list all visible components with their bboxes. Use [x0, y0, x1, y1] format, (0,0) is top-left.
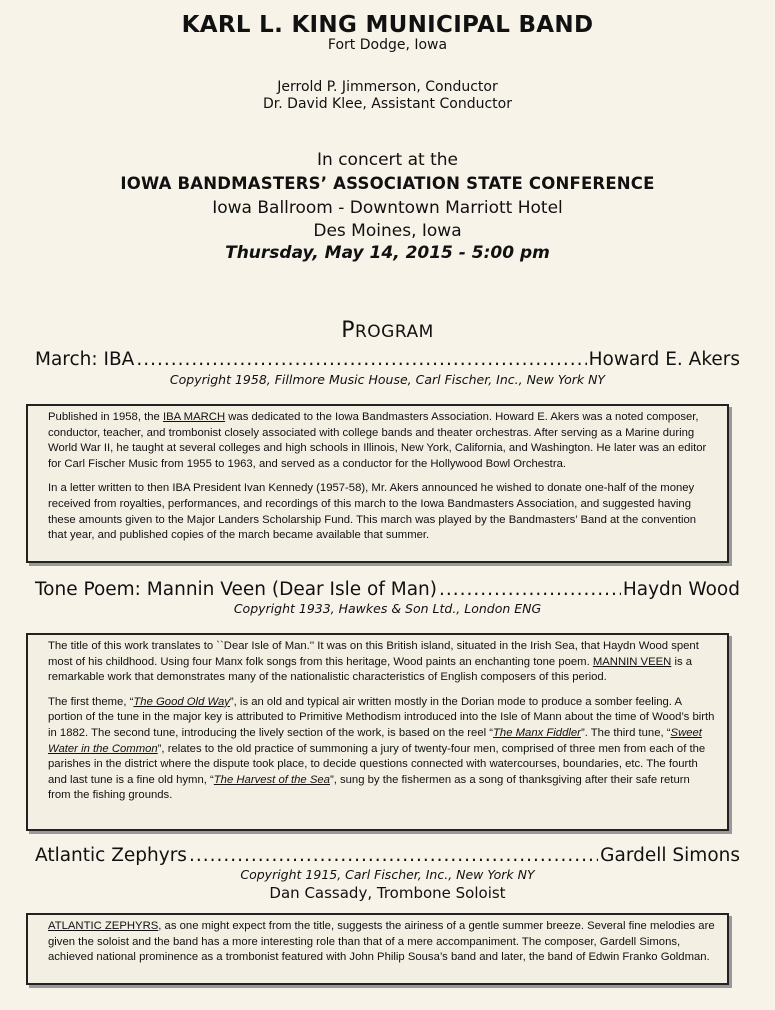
- piece-title: March: IBA: [35, 349, 135, 370]
- conference-title: IOWA BANDMASTERS’ ASSOCIATION STATE CONFERENCE: [120, 174, 655, 193]
- piece-composer: Gardell Simons: [600, 845, 740, 866]
- notes-text: The first theme, “: [48, 695, 134, 708]
- band-location: Fort Dodge, Iowa: [327, 37, 448, 53]
- notes-text: , as one might expect from the title, suggests the airiness of a gentle summer breeze. Several fine melodies are given the soloist and the band has a more interesting role than that of a mere accompaniment. The composer, Gardell Simons, achieved national prominence as a trombonist featured with John Philip Sousa’s band and later, the band of Edwin Franko Goldman.: [48, 920, 715, 964]
- program-entry-iba: [35, 349, 740, 370]
- notes-text: ”, relates to the old practice of summoning a jury of twenty-four men, comprised of three men from each of the parishes in the district where the dispute took place, to decide questions connected with watercourses, boundaries, etc. The fourth and last tune is a fine old hymn, “: [48, 742, 706, 786]
- notes-text: ”, sung by the fishermen as a song of thanksgiving after their safe return from the fishing grounds.: [48, 773, 690, 802]
- notes-text: ”, is an old and typical air written mostly in the Dorian mode to produce a somber feeling. A portion of the tune in the major key is attributed to Primitive Methodism introduced into the Isle of Mann about the time of Wood’s birth in 1882. The second tune, introducing the lively section of the work, is based on the reel “: [48, 695, 715, 739]
- piece-title: Atlantic Zephyrs: [35, 845, 187, 866]
- venue: Iowa Ballroom - Downtown Marriott Hotel: [212, 198, 563, 218]
- tune-title: The Good Old Way: [133, 695, 230, 708]
- concert-intro: In concert at the: [317, 150, 458, 170]
- notes-paragraph: In a letter written to then IBA President Ivan Kennedy (1957-58), Mr. Akers announced he wished to donate one-half of the money received from royalties, performances, and recordings of this march to the Iowa Bandmasters Association, and suggested having these amounts given to the Major Landers Scholarship Fund. This march was played by the Bandmasters’ Band at the convention that year, and published copies of the march became available that summer.: [48, 482, 697, 542]
- program-heading-rest: ROGRAM: [354, 322, 434, 342]
- program-heading-cap: P: [341, 318, 355, 343]
- program-notes-iba: [26, 404, 729, 563]
- notes-text: Published in 1958, the: [48, 411, 163, 423]
- tune-title: The Manx Fiddler: [493, 726, 581, 739]
- program-heading: [0, 318, 775, 343]
- conductor-line: Jerrold P. Jimmerson, Conductor: [277, 79, 498, 95]
- dot-leader: [189, 845, 598, 866]
- notes-piece-title: MANNIN VEEN: [592, 655, 672, 668]
- dot-leader: [136, 349, 586, 370]
- program-entry-mannin-veen: [35, 579, 740, 600]
- assistant-conductor-line: Dr. David Klee, Assistant Conductor: [263, 96, 512, 112]
- piece-composer: Haydn Wood: [622, 579, 740, 600]
- city: Des Moines, Iowa: [313, 221, 462, 241]
- soloist-line: Dan Cassady, Trombone Soloist: [269, 884, 506, 902]
- notes-paragraph: [48, 919, 715, 966]
- program-notes-atlantic-zephyrs: [26, 913, 729, 985]
- notes-piece-title: ATLANTIC ZEPHYRS: [48, 920, 159, 932]
- dot-leader: [439, 579, 621, 600]
- piece-copyright: Copyright 1915, Carl Fischer, Inc., New York NY: [240, 867, 535, 882]
- notes-paragraph: [48, 410, 715, 472]
- concert-date-time: Thursday, May 14, 2015 - 5:00 pm: [225, 243, 550, 263]
- piece-copyright: Copyright 1933, Hawkes & Son Ltd., London ENG: [233, 601, 542, 616]
- notes-paragraph: [48, 639, 715, 686]
- piece-title: Tone Poem: Mannin Veen (Dear Isle of Man): [35, 579, 437, 600]
- piece-copyright: Copyright 1958, Fillmore Music House, Carl Fischer, Inc., New York NY: [169, 372, 606, 387]
- notes-piece-title: IBA MARCH: [162, 411, 226, 423]
- notes-text: was dedicated to the Iowa Bandmasters Association. Howard E. Akers was a noted composer, conductor, teacher, and trombonist closely associated with college bands and theater orchestras. After serving as a Marine during World War II, he taught at several colleges and high schools in Illinois, New York, California, and Washington. He later was an editor for Carl Fischer Music from 1955 to 1963, and served as a conductor for the Hollywood Bowl Orchestra.: [48, 411, 707, 470]
- notes-text: The title of this work translates to ``Dear Isle of Man.'' It was on this British island, situated in the Irish Sea, that Haydn Wood spent most of his childhood. Using four Manx folk songs from this heritage, Wood paints an enchanting tone poem.: [48, 640, 699, 668]
- program-notes-mannin-veen: [26, 633, 729, 831]
- notes-paragraph: [48, 695, 715, 804]
- program-entry-atlantic-zephyrs: [35, 845, 740, 866]
- tune-title: The Harvest of the Sea: [213, 773, 330, 786]
- notes-text: is a remarkable work that demonstrates many of the nationalistic characteristics of English composers of this period.: [48, 655, 693, 684]
- notes-text: ”. The third tune, “: [580, 726, 671, 739]
- tune-title: Sweet Water in the Common: [48, 726, 702, 755]
- piece-composer: Howard E. Akers: [588, 349, 740, 370]
- band-name: KARL L. KING MUNICIPAL BAND: [181, 12, 594, 38]
